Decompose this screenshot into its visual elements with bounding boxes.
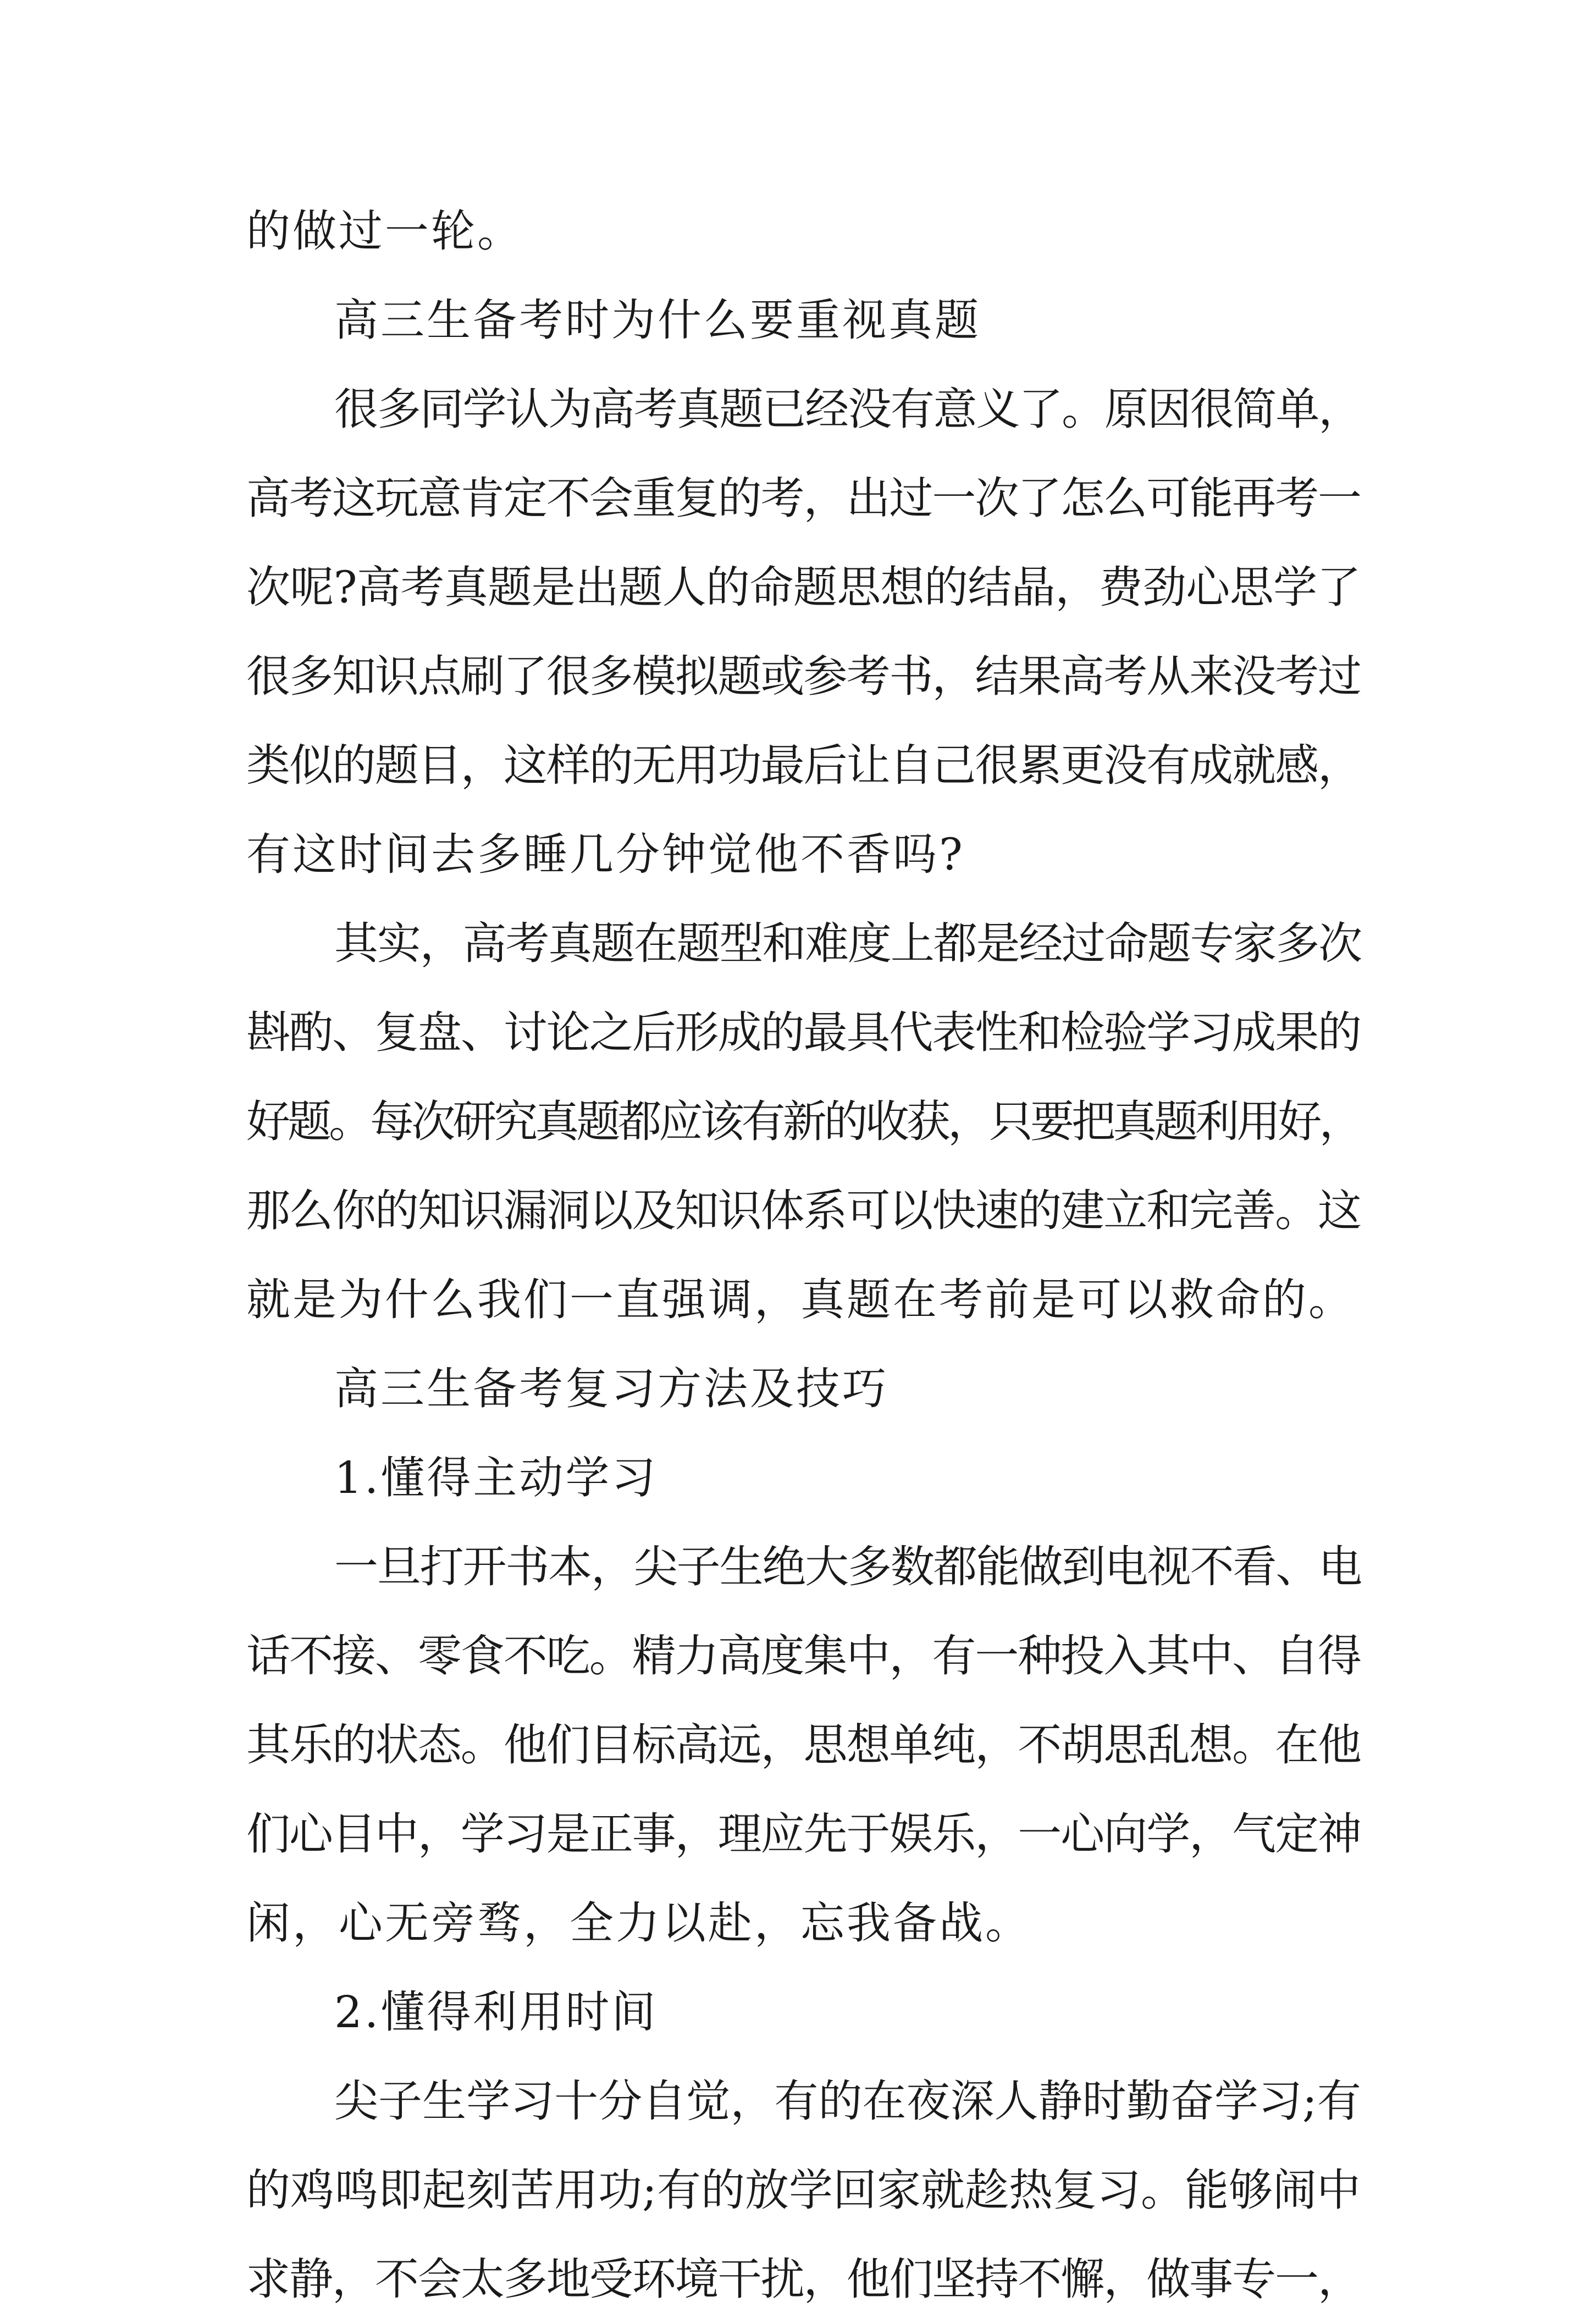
text-line: 1.懂得主动学习: [334, 1452, 658, 1503]
text-line: 求静，不会太多地受环境干扰，他们坚持不懈，做事专一，: [246, 2254, 1361, 2305]
text-line: 2.懂得利用时间: [334, 1987, 658, 2038]
text-line: 话不接、零食不吃。精力高度集中，有一种投入其中、自得: [246, 1630, 1361, 1681]
text-line: 高三生备考时为什么要重视真题: [334, 295, 981, 346]
text-line: 有这时间去多睡几分钟觉他不香吗?: [246, 829, 965, 880]
text-line: 斟酌、复盘、讨论之后形成的最具代表性和检验学习成果的: [246, 1007, 1361, 1058]
text-line: 的做过一轮。: [246, 206, 523, 257]
text-line: 好题。每次研究真题都应该有新的收获，只要把真题利用好，: [246, 1096, 1361, 1147]
text-line: 次呢?高考真题是出题人的命题思想的结晶，费劲心思学了: [246, 562, 1361, 613]
text-line: 高三生备考复习方法及技巧: [334, 1363, 888, 1414]
text-line: 就是为什么我们一直强调，真题在考前是可以救命的。: [246, 1274, 1355, 1325]
text-line: 们心目中，学习是正事，理应先于娱乐，一心向学，气定神: [246, 1808, 1361, 1860]
text-line: 很多知识点刷了很多模拟题或参考书，结果高考从来没考过: [246, 651, 1361, 702]
text-line: 类似的题目，这样的无用功最后让自己很累更没有成就感，: [246, 740, 1361, 791]
text-line: 很多同学认为高考真题已经没有意义了。原因很简单，: [334, 384, 1361, 435]
text-line: 尖子生学习十分自觉，有的在夜深人静时勤奋学习;有: [334, 2076, 1361, 2127]
text-line: 一旦打开书本，尖子生绝大多数都能做到电视不看、电: [334, 1541, 1361, 1592]
document-body: [246, 187, 1368, 2324]
text-line: 其乐的状态。他们目标高远，思想单纯，不胡思乱想。在他: [246, 1719, 1361, 1770]
text-line: 其实，高考真题在题型和难度上都是经过命题专家多次: [334, 918, 1361, 969]
text-line: 的鸡鸣即起刻苦用功;有的放学回家就趁热复习。能够闹中: [246, 2165, 1361, 2216]
text-line: 高考这玩意肯定不会重复的考，出过一次了怎么可能再考一: [246, 473, 1361, 524]
text-line: 闲，心无旁骛，全力以赴，忘我备战。: [246, 1897, 1031, 1949]
text-line: 那么你的知识漏洞以及知识体系可以快速的建立和完善。这: [246, 1185, 1361, 1236]
